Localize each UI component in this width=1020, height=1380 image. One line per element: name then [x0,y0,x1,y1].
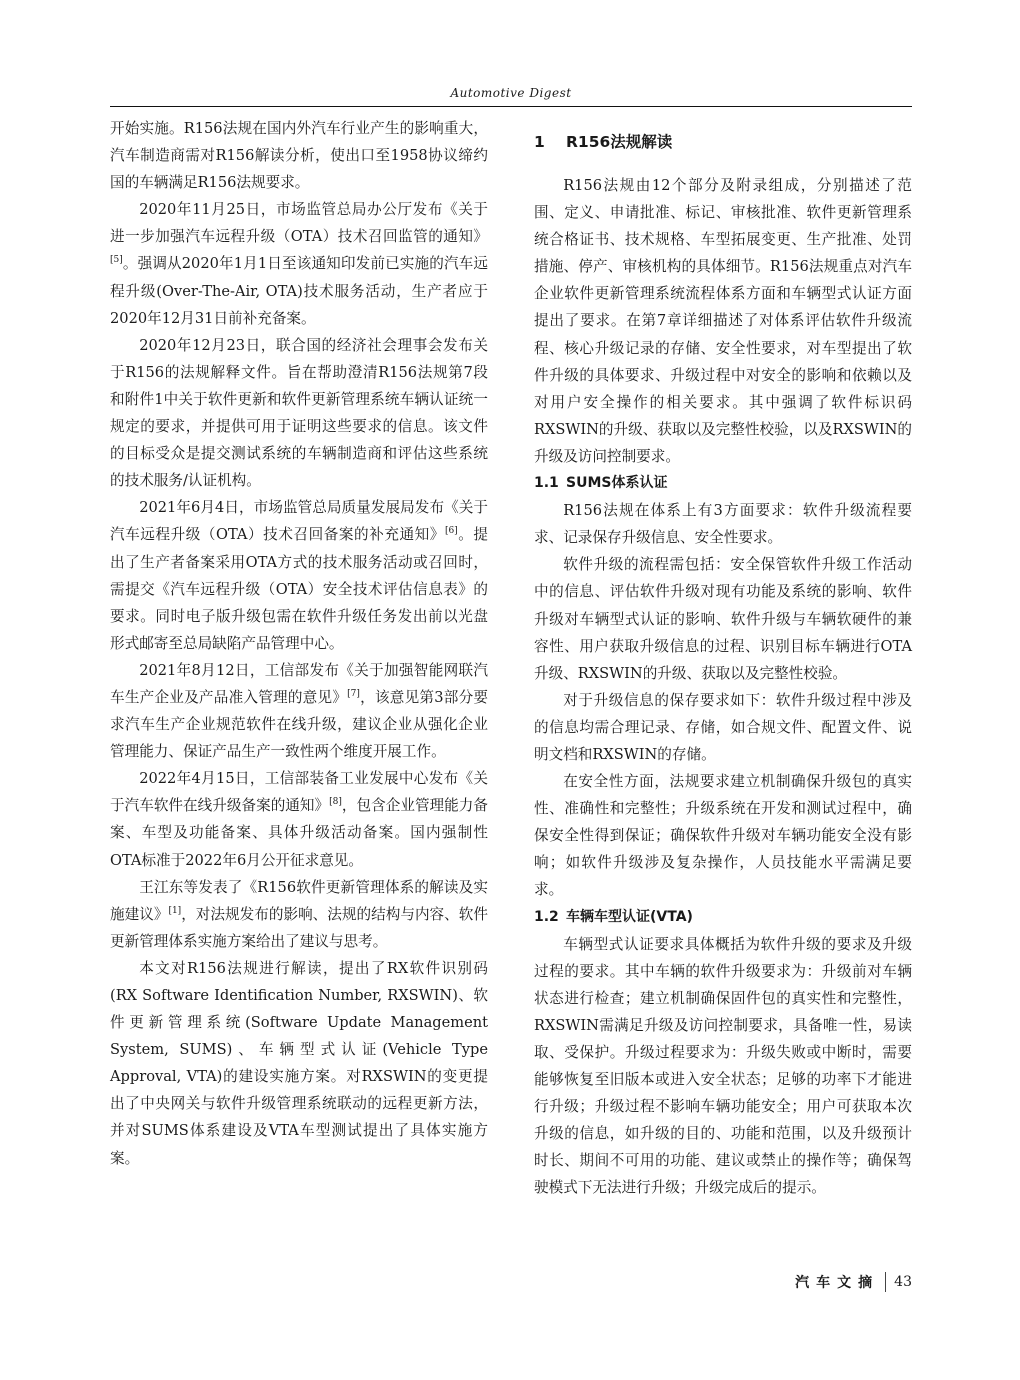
paragraph: 软件升级的流程需包括：安全保管软件升级工作活动中的信息、评估软件升级对现有功能及系统的影响、软件升级对车辆型式认证的影响、软件升级与车辆软硬件的兼容性、用户获取升级信息的过程、识别目标车辆进行OTA升级、RXSWIN的升级、获取以及完整性校验。 [534,556,912,682]
subsection-title: SUMS体系认证 [566,475,668,492]
paragraph-text: 王江东等发表了《R156软件更新管理体系的解读及实施建议》 [110,878,488,923]
paragraph [110,874,488,955]
paragraph: 本文对R156法规进行解读，提出了RX软件识别码(RX Software Identification Number, RXSWIN)、软件更新管理系统(Software Update Management System, SUMS)、车辆型式认证(Vehicle Type Approval, VTA)的建设实施方案。对RXSWIN的变更提出了中央网关与软件升级管理系统联动的远程更新方法，并对SUMS体系建设及VTA车型测试提出了具体实施方案。 [110,959,488,1167]
paragraph-text: 2022年4月15日，工信部装备工业发展中心发布《关于汽车软件在线升级备案的通知》 [110,770,488,815]
page-number: 43 [894,1274,912,1290]
paragraph-text: 。强调从2020年1月1日至该通知印发前已实施的汽车远程升级(Over-The-Air, OTA)技术服务活动，生产者应于2020年12月31日前补充备案。 [110,255,488,327]
right-column [534,115,912,1202]
paragraph-text: ，对法规发布的影响、法规的结构与内容、软件更新管理体系实施方案给出了建议与思考。 [110,905,488,950]
citation-ref: [5] [110,255,123,266]
paragraph [110,196,488,331]
paragraph: 2020年12月23日，联合国的经济社会理事会发布关于R156的法规解释文件。旨在帮助澄清R156法规第7段和附件1中关于软件更新和软件更新管理系统车辆认证统一规定的要求，并提供可用于证明这些要求的信息。该文件的目标受众是提交测试系统的车辆制造商和评估这些系统的技术服务/认证机构。 [110,336,488,490]
section-title: R156法规解读 [566,133,673,151]
paragraph-text: 。提出了生产者备案采用OTA方式的技术服务活动或召回时，需提交《汽车远程升级（OTA）安全技术评估信息表》的要求。同时电子版升级包需在软件升级任务发出前以光盘形式邮寄至总局缺陷产品管理中心。 [110,526,488,652]
paragraph-text: 2020年11月25日，市场监管总局办公厅发布《关于进一步加强汽车远程升级（OTA）技术召回监管的通知》 [110,201,488,246]
paragraph: R156法规在体系上有3方面要求：软件升级流程要求、记录保存升级信息、安全性要求。 [534,502,912,547]
subsection-title: 车辆车型认证(VTA) [566,908,693,925]
paragraph [110,657,488,765]
subsection-heading [534,470,912,497]
page-footer [795,1272,912,1292]
paragraph: R156法规由12个部分及附录组成，分别描述了范围、定义、申请批准、标记、审核批准、软件更新管理系统合格证书、技术规格、车型拓展变更、生产批准、处罚措施、停产、审核机构的具体细节。R156法规重点对汽车企业软件更新管理系统流程体系方面和车辆型式认证方面提出了要求。在第7章详细描述了对体系评估软件升级流程、核心升级记录的存储、安全性要求，对车型提出了软件升级的具体要求、升级过程中对安全的影响和依赖以及对用户安全操作的相关要求。其中强调了软件标识码RXSWIN的升级、获取以及完整性校验，以及RXSWIN的升级及访问控制要求。 [534,177,912,465]
paragraph-text: 2021年6月4日，市场监管总局质量发展局发布《关于汽车远程升级（OTA）技术召回备案的补充通知》 [110,499,488,544]
section-number: 1 [534,133,545,151]
paragraph-text: 2021年8月12日，工信部发布《关于加强智能网联汽车生产企业及产品准入管理的意见》 [110,661,488,706]
paragraph: 在安全性方面，法规要求建立机制确保升级包的真实性、准确性和完整性；升级系统在开发和测试过程中，确保安全性得到保证；确保软件升级对车辆功能安全没有影响；如软件升级涉及复杂操作，人员技能水平需满足要求。 [534,773,912,899]
paragraph: 车辆型式认证要求具体概括为软件升级的要求及升级过程的要求。其中车辆的软件升级要求为：升级前对车辆状态进行检查；建立机制确保固件包的真实性和完整性，RXSWIN需满足升级及访问控制要求，具备唯一性，易读取、受保护。升级过程要求为：升级失败或中断时，需要能够恢复至旧版本或进入安全状态；足够的功率下才能进行升级；升级过程不影响车辆功能安全；用户可获取本次升级的信息，如升级的目的、功能和范围，以及升级预计时长、期间不可用的功能、建议或禁止的操作等；确保驾驶模式下无法进行升级；升级完成后的提示。 [534,935,912,1197]
paragraph: 开始实施。R156法规在国内外汽车行业产生的影响重大，汽车制造商需对R156解读分析，使出口至1958协议缔约国的车辆满足R156法规要求。 [110,120,488,192]
paragraph-text: ，包含企业管理能力备案、车型及功能备案、具体升级活动备案。国内强制性OTA标准于2022年6月公开征求意见。 [110,797,488,869]
paragraph-text: ，该意见第3部分要求汽车生产企业规范软件在线升级，建议企业从强化企业管理能力、保证产品生产一致性两个维度开展工作。 [110,688,488,761]
paragraph: 对于升级信息的保存要求如下：软件升级过程中涉及的信息均需合理记录、存储，如合规文件、配置文件、说明文档和RXSWIN的存储。 [534,691,912,763]
citation-ref: [7] [347,689,360,700]
subsection-heading [534,904,912,931]
section-heading [534,117,912,167]
citation-ref: [8] [329,797,342,808]
left-column [110,115,488,1172]
running-header: Automotive Digest [450,86,572,100]
subsection-number: 1.1 [534,475,559,492]
header-rule [110,106,912,107]
paragraph [110,494,488,657]
footer-divider [885,1272,886,1292]
citation-ref: [1] [168,905,182,916]
citation-ref: [6] [444,526,458,537]
paragraph [110,765,488,873]
subsection-number: 1.2 [534,908,559,925]
journal-name: 汽车文摘 [795,1275,880,1291]
